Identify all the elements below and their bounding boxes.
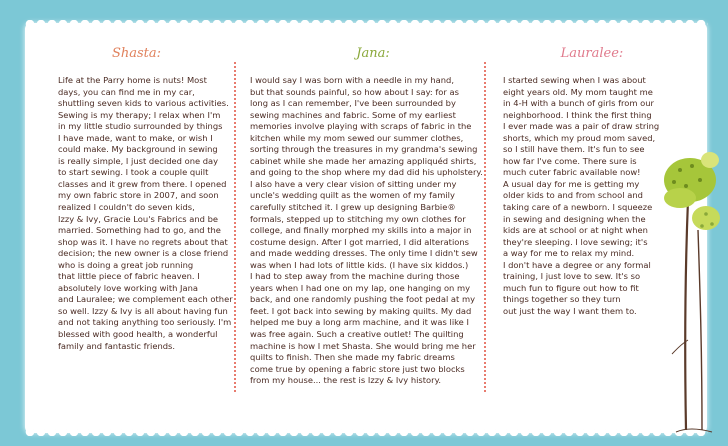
bio-line: kitchen while my mom sewed our summer clothes,	[250, 132, 464, 143]
bio-line: things together so they turn	[503, 294, 621, 305]
tree-illustration-icon	[650, 140, 728, 440]
bio-line: and going to the shop where my dad did his upholstery.	[250, 167, 483, 178]
bio-line: Life at the Parry home is nuts! Most	[58, 75, 207, 85]
bio-line: absolutely love working with Jana	[58, 282, 199, 293]
bio-line: they're sleeping. I love sewing; it's	[503, 236, 648, 247]
bio-line: Sewing is my therapy; I relax when I'm	[58, 109, 221, 120]
bio-line: training, I just love to sew. It's so	[503, 271, 641, 282]
bio-line: family and fantastic friends.	[58, 340, 176, 351]
bio-line: I would say I was born with a needle in my hand,	[250, 75, 455, 85]
bio-line: could make. My background in sewing	[58, 144, 218, 155]
bio-line: to start sewing. I took a couple quilt	[58, 167, 209, 178]
bio-line: who is doing a great job running	[58, 259, 194, 270]
bio-line: Izzy & Ivy, Gracie Lou's Fabrics and be	[58, 213, 219, 224]
bio-line: eight years old. My mom taught me	[503, 86, 653, 97]
bio-line: helped me buy a long arm machine, and it was like I	[250, 317, 469, 328]
bio-line: was free again. Such a creative outlet! The quilting	[250, 329, 464, 340]
bio-line: my own fabric store in 2007, and soon	[58, 190, 219, 201]
bio-line: but that sounds painful, so how about I say: for as	[250, 86, 459, 97]
bio-line: come true by opening a fabric store just two blocks	[250, 363, 465, 374]
bio-line: I also have a very clear vision of sitting under my	[250, 178, 457, 189]
bio-line: and made wedding dresses. The only time I didn't sew	[250, 248, 478, 259]
bio-line: classes and it grew from there. I opened	[58, 178, 227, 189]
bio-line: back, and one randomly pushing the foot pedal at my	[250, 294, 476, 305]
heading-lauralee: Lauralee:	[560, 46, 624, 61]
bio-line: quilts to finish. Then she made my fabric dreams	[250, 352, 455, 363]
bio-line: married. Something had to go, and the	[58, 225, 221, 236]
bio-line: costume design. After I got married, I did alterations	[250, 236, 470, 247]
bio-line: A usual day for me is getting my	[503, 178, 640, 189]
bio-line: memories involve playing with scraps of fabric in the	[250, 121, 472, 132]
bio-line: much cuter fabric available now!	[503, 167, 641, 178]
bio-line: taking care of a newborn. I squeeze	[503, 202, 653, 213]
bio-line: from my house... the rest is Izzy & Ivy history.	[250, 375, 441, 386]
bio-line: days, you can find me in my car,	[58, 86, 195, 97]
bio-line: sewing machines and fabric. Some of my earliest	[250, 109, 456, 120]
column-shasta	[58, 46, 280, 352]
dotted-divider-left	[234, 62, 236, 392]
bio-line: machine is how I met Shasta. She would bring me her	[250, 340, 476, 351]
bio-line: and Lauralee; we complement each other	[58, 294, 233, 305]
heading-jana: Jana:	[356, 46, 390, 61]
bio-line: much fun to figure out how to fit	[503, 282, 639, 293]
bio-line: formals, stepped up to stitching my own clothes for	[250, 213, 466, 224]
bio-line: that little piece of fabric heaven. I	[58, 271, 200, 282]
bio-line: sorting through the treasures in my grandma's sewing	[250, 144, 478, 155]
bio-line: cabinet while she made her amazing appliquéd shirts,	[250, 155, 477, 166]
bio-line: how far I've come. There sure is	[503, 155, 637, 166]
bio-line: is really simple, I just decided one day	[58, 155, 219, 166]
bio-line: uncle's wedding quilt as the women of my family	[250, 190, 455, 201]
heading-shasta: Shasta:	[111, 46, 162, 61]
bio-line: I ever made was a pair of draw string	[503, 121, 660, 132]
bio-line: carefully stitched it. I grew up designing Barbie®	[250, 202, 456, 213]
bio-line: and not taking anything too seriously. I'm	[58, 317, 232, 328]
bio-line: in my little studio surrounded by things	[58, 121, 223, 132]
bio-line: so well. Izzy & Ivy is all about having fun	[58, 305, 228, 316]
bio-line: a way for me to relax my mind.	[503, 248, 635, 259]
bio-line: feet. I got back into sewing by making quilts. My dad	[250, 305, 472, 316]
bio-line: shop was it. I have no regrets about that	[58, 236, 228, 247]
bio-line: kids are at school or at night when	[503, 225, 648, 236]
bio-line: long as I can remember, I've been surrounded by	[250, 98, 456, 109]
bio-line: realized I couldn't do seven kids,	[58, 202, 195, 213]
bio-line: I started sewing when I was about	[503, 75, 646, 85]
dotted-divider-right	[484, 62, 486, 392]
bio-jana	[250, 75, 496, 387]
bio-line: was when I had lots of little kids. (I have six kiddos.)	[250, 259, 469, 270]
bio-line: I had to step away from the machine during those	[250, 271, 460, 282]
bio-line: blessed with good health, a wonderful	[58, 329, 218, 340]
paper-card	[28, 26, 704, 430]
bio-line: in 4-H with a bunch of girls from our	[503, 98, 654, 109]
bio-line: shuttling seven kids to various activities.	[58, 98, 229, 109]
bio-line: I don't have a degree or any formal	[503, 259, 651, 270]
bio-line: older kids to and from school and	[503, 190, 643, 201]
column-jana	[250, 46, 496, 387]
bio-line: shorts, which my proud mom saved,	[503, 132, 656, 143]
bio-line: neighborhood. I think the first thing	[503, 109, 652, 120]
bio-line: out just the way I want them to.	[503, 305, 637, 316]
bio-line: years when I had one on my lap, one hanging on my	[250, 282, 471, 293]
bio-line: I have made, want to make, or wish I	[58, 132, 213, 143]
bio-line: decision; the new owner is a close friend	[58, 248, 229, 259]
bio-line: so I still have them. It's fun to see	[503, 144, 645, 155]
bio-line: in sewing and designing when the	[503, 213, 646, 224]
bio-line: college, and finally morphed my skills into a major in	[250, 225, 472, 236]
bio-shasta	[58, 75, 280, 352]
